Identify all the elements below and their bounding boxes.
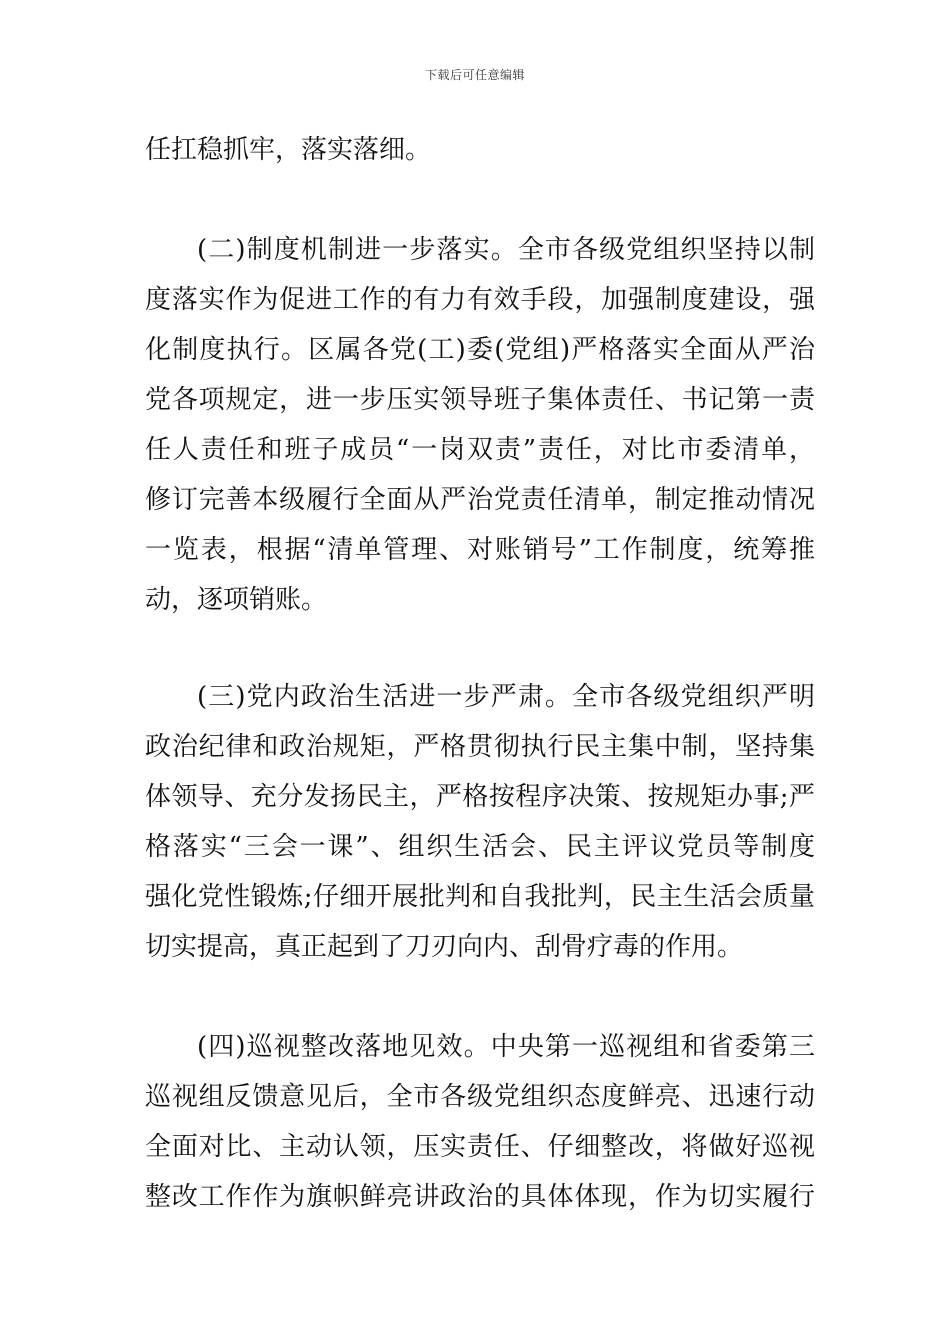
text-line: 任人责任和班子成员“一岗双责”责任，对比市委清单， (145, 435, 815, 465)
text-line: 整改工作作为旗帜鲜亮讲政治的具体体现，作为切实履行 (145, 1182, 815, 1212)
header-note: 下载后可任意编辑 (424, 68, 525, 82)
text-line: 动，逐项销账。 (145, 585, 328, 615)
text-line: 格落实“三会一课”、组织生活会、民主评议党员等制度 (145, 832, 815, 862)
text-line: (三)党内政治生活进一步严肃。全市各级党组织严明 (197, 682, 815, 712)
text-line: 度落实作为促进工作的有力有效手段，加强制度建设，强 (145, 285, 815, 315)
text-line: 强化党性锻炼;仔细开展批判和自我批判，民主生活会质量 (145, 882, 815, 912)
text-line: (二)制度机制进一步落实。全市各级党组织坚持以制 (197, 235, 815, 265)
text-line: 任扛稳抓牢，落实落细。 (145, 135, 432, 165)
text-line: 体领导、充分发扬民主，严格按程序决策、按规矩办事;严 (145, 782, 815, 812)
text-line: 巡视组反馈意见后，全市各级党组织态度鲜亮、迅速行动 (145, 1082, 815, 1112)
text-line: 政治纪律和政治规矩，严格贯彻执行民主集中制，坚持集 (145, 732, 815, 762)
text-line: 全面对比、主动认领，压实责任、仔细整改，将做好巡视 (145, 1132, 815, 1162)
text-line: 切实提高，真正起到了刀刃向内、刮骨疗毒的作用。 (145, 932, 744, 962)
text-line: 党各项规定，进一步压实领导班子集体责任、书记第一责 (145, 385, 815, 415)
text-line: 化制度执行。区属各党(工)委(党组)严格落实全面从严治 (145, 335, 815, 365)
text-line: 修订完善本级履行全面从严治党责任清单，制定推动情况 (145, 485, 815, 515)
text-line: 一览表，根据“清单管理、对账销号”工作制度，统筹推 (145, 535, 815, 565)
text-line: (四)巡视整改落地见效。中央第一巡视组和省委第三 (197, 1032, 815, 1062)
